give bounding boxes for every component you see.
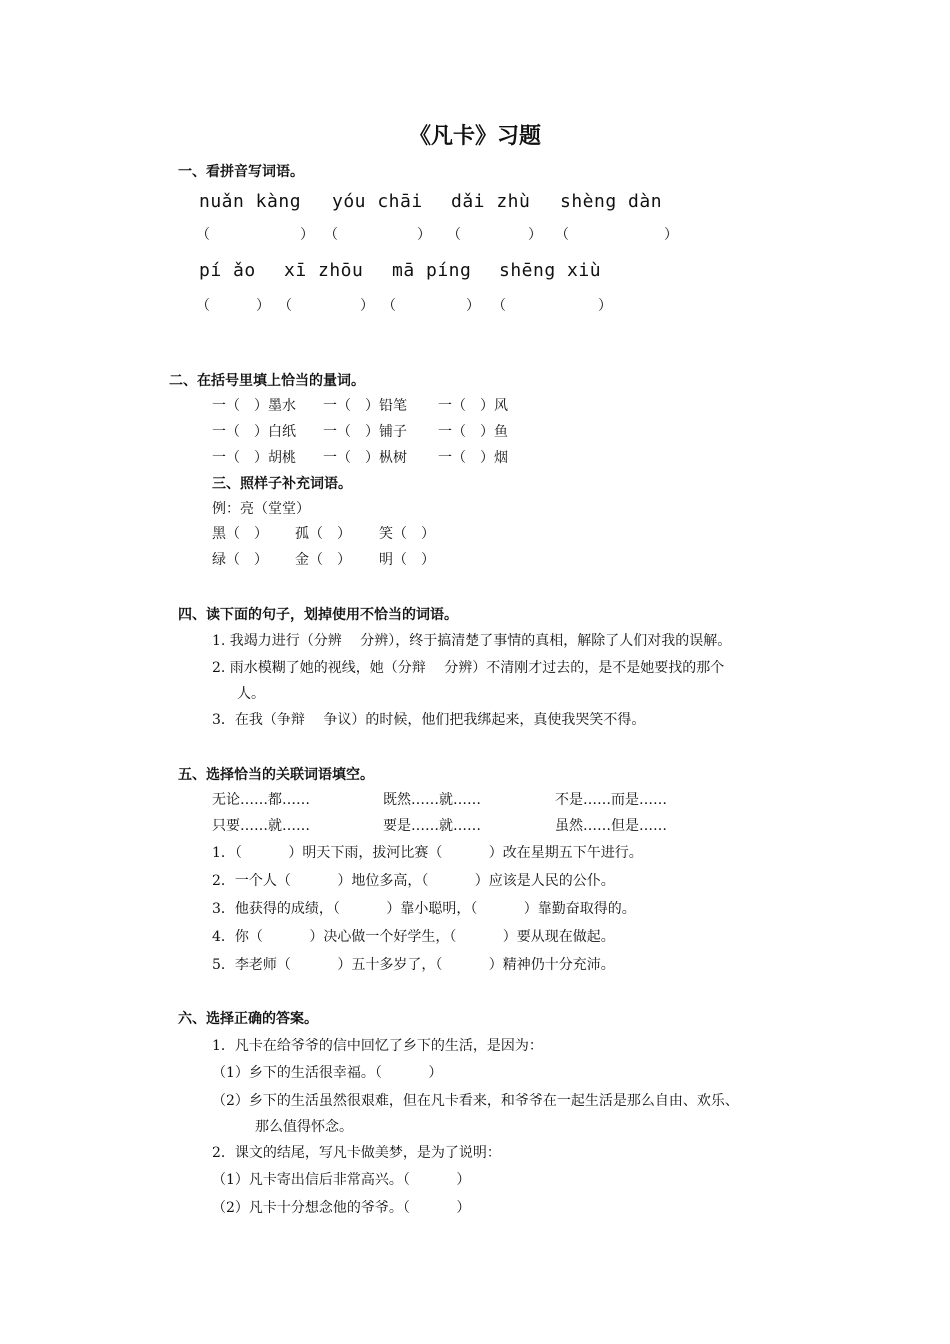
example-line: 例：亮（堂堂） bbox=[212, 501, 310, 517]
answer-bracket-close: ） bbox=[300, 227, 314, 243]
answer-bracket-close: ） bbox=[466, 298, 480, 314]
question-item: 1．凡卡在给爷爷的信中回忆了乡下的生活，是因为： bbox=[212, 1038, 543, 1054]
fill-blank-item: 4．你（ ）决心做一个好学生，（ ）要从现在做起。 bbox=[212, 929, 615, 945]
answer-bracket-close: ） bbox=[664, 227, 678, 243]
answer-bracket-close: ） bbox=[528, 227, 542, 243]
answer-bracket-open: （ bbox=[196, 298, 210, 314]
measure-word-item: 一（ ）铺子 bbox=[323, 424, 407, 440]
answer-bracket-open: （ bbox=[447, 227, 461, 243]
word-blank: 金（ ） bbox=[295, 552, 351, 568]
sentence-item: 2. 雨水模糊了她的视线，她（分辩 分辨）不清刚才过去的，是不是她要找的那个 bbox=[212, 660, 725, 676]
answer-option: （2）凡卡十分想念他的爷爷。（ ） bbox=[212, 1200, 471, 1216]
answer-bracket-open: （ bbox=[278, 298, 292, 314]
pinyin-word: nuǎn kàng bbox=[199, 191, 302, 212]
fill-blank-item: 2．一个人（ ）地位多高，（ ）应该是人民的公仆。 bbox=[212, 873, 615, 889]
pinyin-word: yóu chāi bbox=[332, 191, 423, 212]
conjunction-option: 既然……就…… bbox=[383, 792, 481, 808]
measure-word-item: 一（ ）白纸 bbox=[212, 424, 296, 440]
measure-word-item: 一（ ）胡桃 bbox=[212, 450, 296, 466]
answer-bracket-close: ） bbox=[256, 298, 270, 314]
sentence-continuation: 人。 bbox=[237, 686, 265, 702]
section-2-heading: 二、在括号里填上恰当的量词。 bbox=[169, 373, 365, 389]
sentence-item: 3．在我（争辩 争议）的时候，他们把我绑起来，真使我哭笑不得。 bbox=[212, 712, 646, 728]
measure-word-item: 一（ ）烟 bbox=[438, 450, 508, 466]
section-4-heading: 四、读下面的句子，划掉使用不恰当的词语。 bbox=[178, 607, 458, 623]
conjunction-option: 虽然……但是…… bbox=[555, 818, 667, 834]
fill-blank-item: 5．李老师（ ）五十多岁了，（ ）精神仍十分充沛。 bbox=[212, 957, 615, 973]
answer-bracket-open: （ bbox=[492, 298, 506, 314]
pinyin-word: mā píng bbox=[392, 260, 472, 281]
section-6-heading: 六、选择正确的答案。 bbox=[178, 1011, 318, 1027]
word-blank: 孤（ ） bbox=[295, 526, 351, 542]
measure-word-item: 一（ ）风 bbox=[438, 398, 508, 414]
conjunction-option: 要是……就…… bbox=[383, 818, 481, 834]
answer-bracket-open: （ bbox=[555, 227, 569, 243]
section-5-heading: 五、选择恰当的关联词语填空。 bbox=[178, 767, 374, 783]
answer-bracket-close: ） bbox=[360, 298, 374, 314]
answer-option: （2）乡下的生活虽然很艰难，但在凡卡看来，和爷爷在一起生活是那么自由、欢乐、 bbox=[212, 1093, 739, 1109]
page-title: 《凡卡》习题 bbox=[409, 124, 542, 149]
word-blank: 笑（ ） bbox=[379, 526, 435, 542]
measure-word-item: 一（ ）铅笔 bbox=[323, 398, 407, 414]
answer-bracket-open: （ bbox=[196, 227, 210, 243]
word-blank: 黑（ ） bbox=[212, 526, 268, 542]
section-3-heading: 三、照样子补充词语。 bbox=[212, 476, 352, 492]
pinyin-word: pí ǎo bbox=[199, 260, 256, 281]
answer-bracket-open: （ bbox=[324, 227, 338, 243]
answer-option-continuation: 那么值得怀念。 bbox=[255, 1119, 353, 1135]
pinyin-word: shēng xiù bbox=[499, 260, 602, 281]
sentence-item: 1. 我竭力进行（分辨 分辨），终于搞清楚了事情的真相，解除了人们对我的误解。 bbox=[212, 633, 732, 649]
word-blank: 明（ ） bbox=[379, 552, 435, 568]
answer-option: （1）乡下的生活很幸福。（ ） bbox=[212, 1065, 443, 1081]
pinyin-word: dǎi zhù bbox=[451, 191, 531, 212]
conjunction-option: 不是……而是…… bbox=[555, 792, 667, 808]
fill-blank-item: 1．（ ）明天下雨，拔河比赛（ ）改在星期五下午进行。 bbox=[212, 845, 643, 861]
word-blank: 绿（ ） bbox=[212, 552, 268, 568]
answer-bracket-open: （ bbox=[382, 298, 396, 314]
pinyin-word: shèng dàn bbox=[560, 191, 663, 212]
fill-blank-item: 3．他获得的成绩，（ ）靠小聪明，（ ）靠勤奋取得的。 bbox=[212, 901, 636, 917]
conjunction-option: 无论……都…… bbox=[212, 792, 310, 808]
measure-word-item: 一（ ）墨水 bbox=[212, 398, 296, 414]
pinyin-word: xī zhōu bbox=[284, 260, 364, 281]
answer-bracket-close: ） bbox=[417, 227, 431, 243]
question-item: 2．课文的结尾，写凡卡做美梦，是为了说明： bbox=[212, 1145, 501, 1161]
measure-word-item: 一（ ）鱼 bbox=[438, 424, 508, 440]
section-1-heading: 一、看拼音写词语。 bbox=[178, 164, 304, 180]
answer-bracket-close: ） bbox=[598, 298, 612, 314]
answer-option: （1）凡卡寄出信后非常高兴。（ ） bbox=[212, 1172, 471, 1188]
measure-word-item: 一（ ）枞树 bbox=[323, 450, 407, 466]
conjunction-option: 只要……就…… bbox=[212, 818, 310, 834]
